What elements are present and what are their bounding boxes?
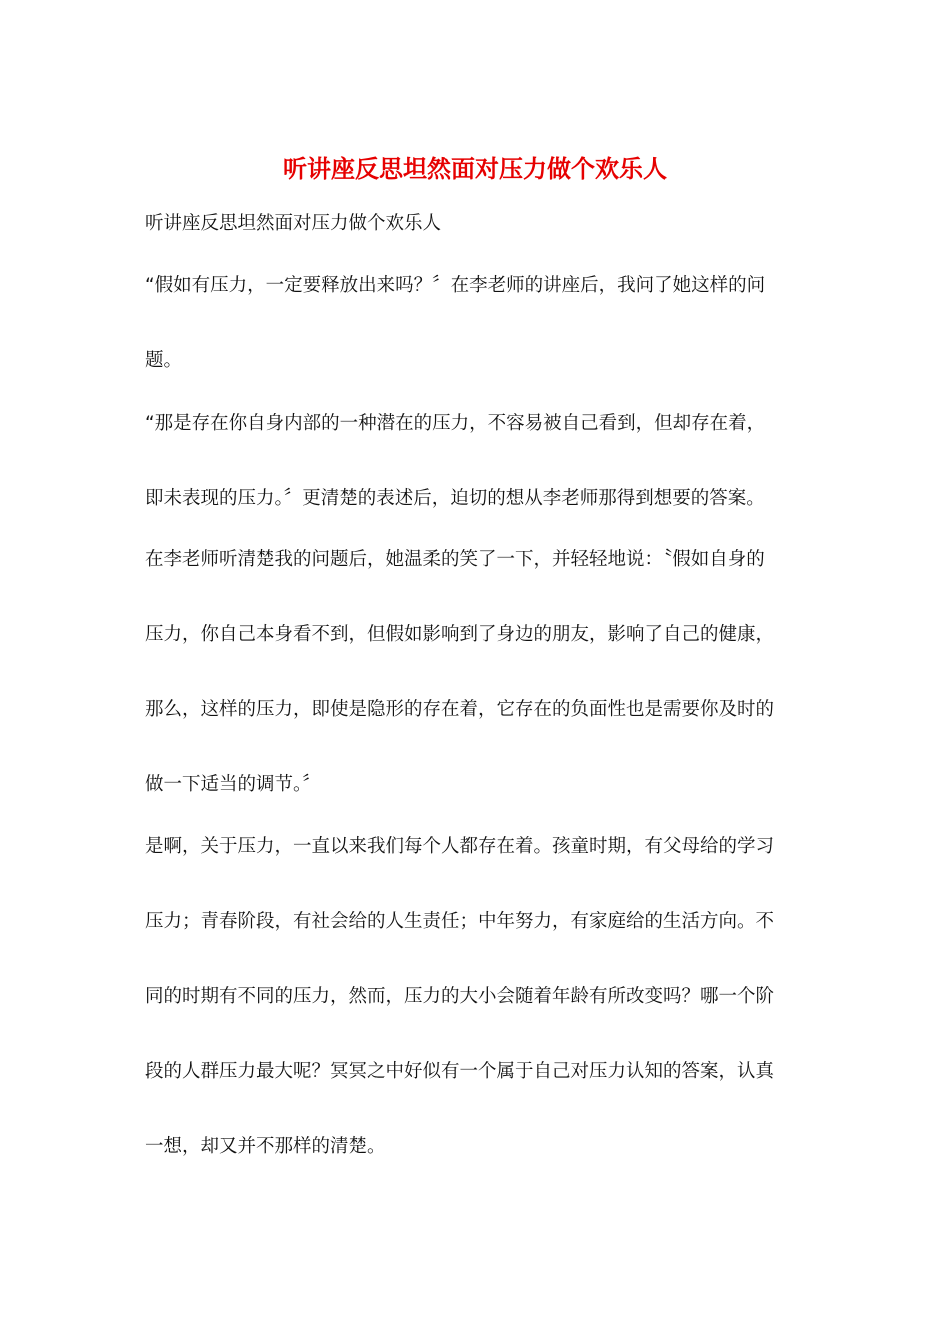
paragraph-line: “那是存在你自身内部的一种潜在的压力，不容易被自己看到，但却存在着，	[145, 413, 766, 434]
paragraph-line: 压力；青春阶段，有社会给的人生责任；中年努力，有家庭给的生活方向。不	[145, 911, 775, 932]
paragraph-line: 是啊，关于压力，一直以来我们每个人都存在着。孩童时期，有父母给的学习	[145, 836, 775, 857]
paragraph-line: 压力，你自己本身看不到，但假如影响到了身边的朋友，影响了自己的健康，	[145, 624, 775, 645]
paragraph-line: 题。	[145, 350, 183, 371]
paragraph-line: 即未表现的压力。〞更清楚的表述后，迫切的想从李老师那得到想要的答案。	[145, 488, 765, 509]
paragraph-line: 同的时期有不同的压力，然而，压力的大小会随着年龄有所改变吗？哪一个阶	[145, 986, 775, 1007]
paragraph-line: 那么，这样的压力，即使是隐形的存在着，它存在的负面性也是需要你及时的	[145, 699, 775, 720]
subtitle-line: 听讲座反思坦然面对压力做个欢乐人	[145, 213, 442, 234]
document-title: 听讲座反思坦然面对压力做个欢乐人	[283, 154, 667, 183]
paragraph-line: 在李老师听清楚我的问题后，她温柔的笑了一下，并轻轻地说：〝假如自身的	[145, 549, 765, 570]
paragraph-line: 段的人群压力最大呢？冥冥之中好似有一个属于自己对压力认知的答案，认真	[145, 1061, 775, 1082]
paragraph-line: 一想，却又并不那样的清楚。	[145, 1136, 386, 1157]
paragraph-line: “假如有压力，一定要释放出来吗？〞在李老师的讲座后，我问了她这样的问	[145, 275, 766, 296]
paragraph-line: 做一下适当的调节。〞	[145, 774, 321, 795]
